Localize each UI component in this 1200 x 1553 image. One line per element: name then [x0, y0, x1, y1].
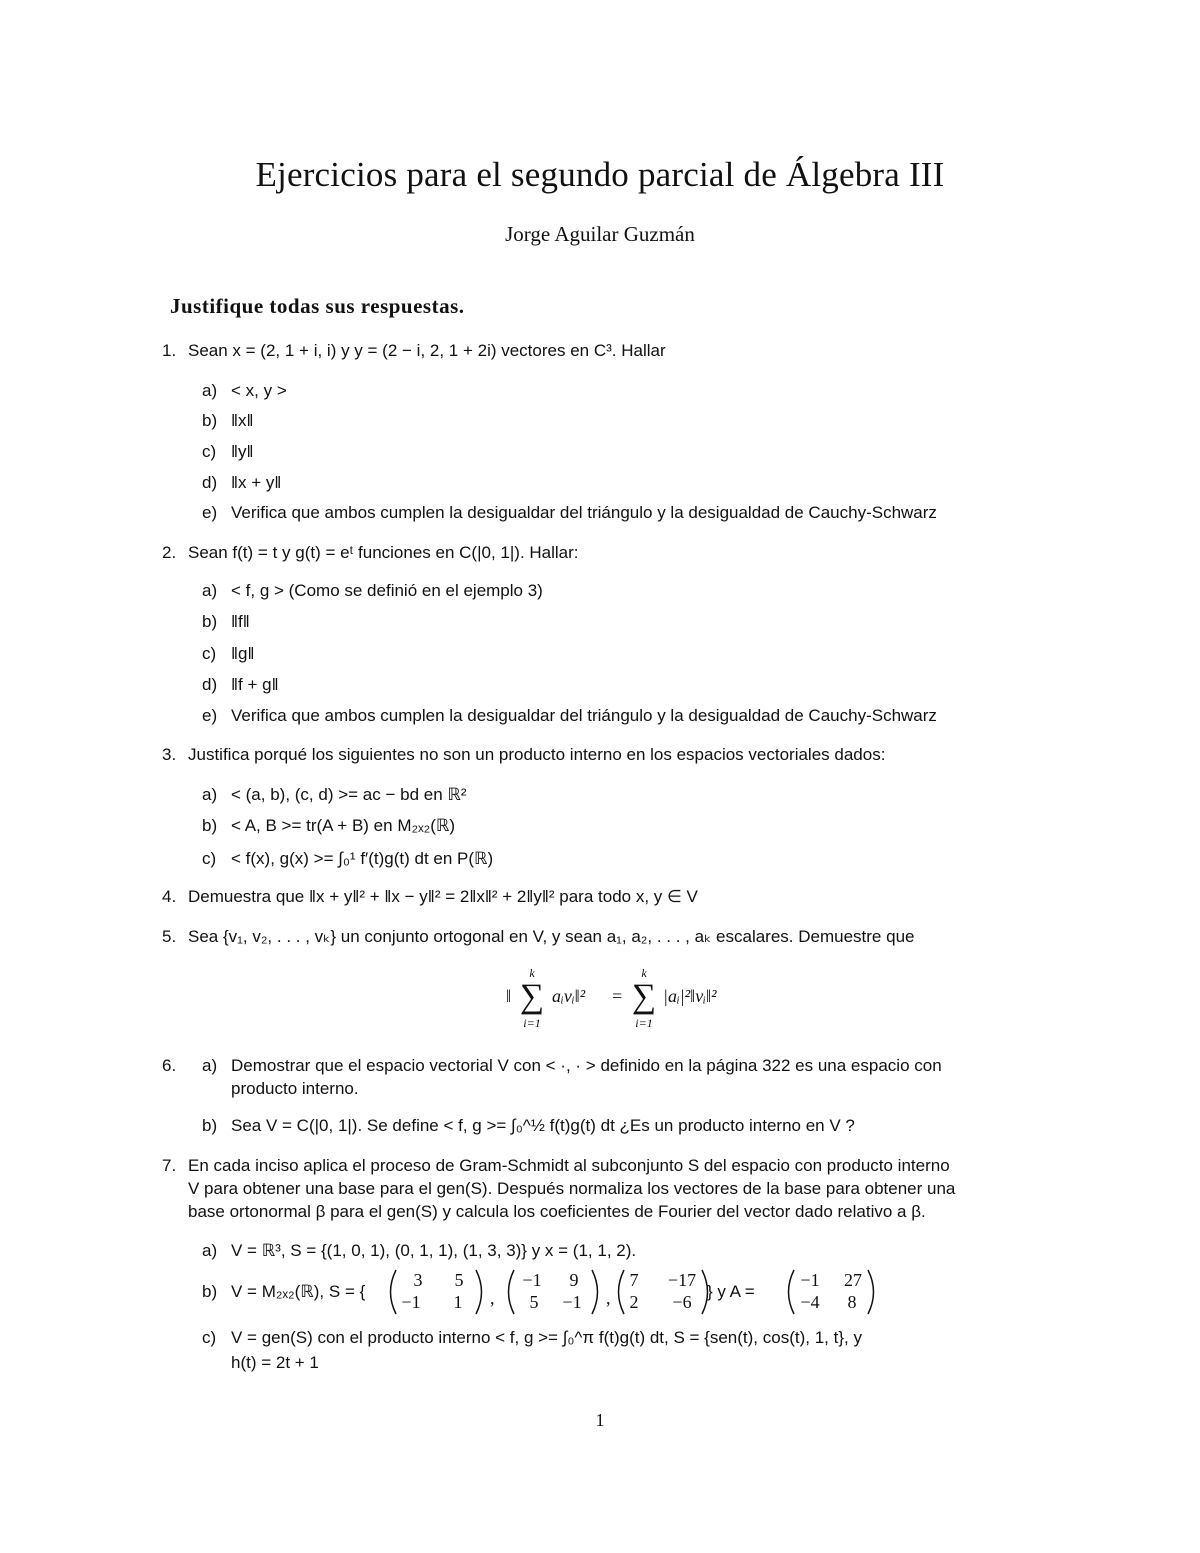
- item-text: < A, B >= tr(A + B) en M₂ₓ₂(ℝ): [231, 816, 456, 835]
- item-label: b): [202, 1282, 218, 1301]
- item-label: b): [202, 816, 218, 835]
- item-label: c): [202, 849, 217, 868]
- item-label: a): [202, 785, 218, 804]
- item-prefix: V = M₂ₓ₂(ℝ), S = {: [231, 1282, 366, 1301]
- exercise-text: Sea {v₁, v₂, . . . , vₖ} un conjunto ortogonal en V, y sean a₁, a₂, . . . , aₖ escalares. Demuestre que: [188, 927, 915, 946]
- sum-lower-left: i=1: [523, 1016, 541, 1030]
- matrix-1-cell: 3: [413, 1270, 423, 1290]
- matrix-a-cell: 27: [844, 1270, 862, 1290]
- sum-lower-right: i=1: [635, 1016, 653, 1030]
- item-label: c): [202, 1328, 217, 1347]
- formula-right-body: |aᵢ|²‖vᵢ‖²: [663, 986, 717, 1006]
- matrix-2-cell: −1: [562, 1292, 582, 1312]
- item-label: e): [202, 503, 218, 522]
- item-label: a): [202, 1056, 218, 1075]
- matrix-a-cell: 8: [847, 1292, 857, 1312]
- matrix-2-cell: 5: [529, 1292, 539, 1312]
- item-label: c): [202, 644, 217, 663]
- item-text: V = gen(S) con el producto interno < f, g >= ∫₀^π f(t)g(t) dt, S = {sen(t), cos(t), 1, t}, y: [231, 1328, 862, 1347]
- exercise-number: 4.: [162, 887, 177, 906]
- item-text-continued: producto interno.: [231, 1079, 359, 1098]
- sum-symbol-left: ∑: [519, 978, 545, 1015]
- matrix-2-cell: −1: [522, 1270, 542, 1290]
- item-label: d): [202, 675, 218, 694]
- item-text: Verifica que ambos cumplen la desigualdar del triángulo y la desigualdad de Cauchy-Schwarz: [231, 706, 937, 725]
- item-label: b): [202, 411, 218, 430]
- matrix-2-cell: 9: [569, 1270, 579, 1290]
- item-label: b): [202, 612, 218, 631]
- exercise-text: Justifica porqué los siguientes no son un producto interno en los espacios vectoriales dados:: [188, 745, 886, 764]
- item-text: ‖y‖: [231, 442, 254, 461]
- exercise-number: 6.: [162, 1056, 177, 1075]
- matrix-1-right-paren: [476, 1270, 482, 1314]
- item-text: ‖x‖: [231, 411, 254, 430]
- matrix-3-cell: −6: [672, 1292, 692, 1312]
- separator-comma: ,: [490, 1288, 495, 1308]
- formula-left-norm: ‖: [506, 986, 512, 1006]
- matrix-a-cell: −1: [800, 1270, 820, 1290]
- item-text: ‖g‖: [231, 644, 255, 663]
- matrix-3-cell: −17: [667, 1270, 697, 1290]
- matrix-2-left-paren: [509, 1270, 515, 1314]
- item-label: b): [202, 1116, 218, 1135]
- formula-equals: =: [612, 986, 623, 1006]
- exercise-text: En cada inciso aplica el proceso de Gram-Schmidt al subconjunto S del espacio con producto interno: [188, 1156, 950, 1175]
- exercise-number: 2.: [162, 543, 177, 562]
- matrix-1-cell: 5: [454, 1270, 464, 1290]
- display-formula: [0, 965, 1200, 1035]
- item-label: a): [202, 1241, 218, 1260]
- matrix-1-cell: 1: [453, 1292, 463, 1312]
- matrices-svg: [0, 1266, 1200, 1318]
- sum-upper-left: k: [529, 966, 535, 980]
- item-text-continued: h(t) = 2t + 1: [231, 1353, 319, 1372]
- separator-comma: ,: [606, 1288, 611, 1308]
- instructions-heading: Justifique todas sus respuestas.: [170, 294, 465, 318]
- exercise-number: 1.: [162, 341, 177, 360]
- item-text: < f, g > (Como se definió en el ejemplo 3): [231, 581, 543, 600]
- item-label: d): [202, 473, 218, 492]
- item-text: Verifica que ambos cumplen la desigualdar del triángulo y la desigualdad de Cauchy-Schwarz: [231, 503, 937, 522]
- exercise-text: Demuestra que ‖x + y‖² + ‖x − y‖² = 2‖x‖² + 2‖y‖² para todo x, y ∈ V: [188, 887, 698, 906]
- item-text: < x, y >: [231, 381, 287, 400]
- matrix-a-cell: −4: [800, 1292, 820, 1312]
- matrix-1-cell: −1: [401, 1292, 421, 1312]
- document-author: Jorge Aguilar Guzmán: [505, 222, 695, 246]
- item-label: a): [202, 381, 218, 400]
- exercise-number: 5.: [162, 927, 177, 946]
- item-label: c): [202, 442, 217, 461]
- exercise-number: 3.: [162, 745, 177, 764]
- exercise-number: 7.: [162, 1156, 177, 1175]
- matrix-a-right-paren: [868, 1270, 874, 1314]
- page-number: 1: [595, 1410, 605, 1430]
- item-text: ‖f‖: [231, 612, 250, 631]
- item-text: Demostrar que el espacio vectorial V con < ·, · > definido en la página 322 es una espacio con: [231, 1056, 942, 1075]
- item-text: < f(x), g(x) >= ∫₀¹ f′(t)g(t) dt en P(ℝ): [231, 849, 494, 868]
- exercise-text: Sean x = (2, 1 + i, i) y y = (2 − i, 2, 1 + 2i) vectores en C³. Hallar: [188, 341, 666, 360]
- item-text: ‖f + g‖: [231, 675, 279, 694]
- formula-svg: [0, 965, 1200, 1035]
- matrix-3-cell: 2: [629, 1292, 639, 1312]
- formula-left-body: aᵢvᵢ‖²: [552, 986, 586, 1006]
- document-title: Ejercicios para el segundo parcial de Álgebra III: [255, 155, 945, 194]
- matrix-middle-text: } y A =: [707, 1282, 755, 1301]
- item-text: Sea V = C(|0, 1|). Se define < f, g >= ∫₀^½ f(t)g(t) dt ¿Es un producto interno en V ?: [231, 1116, 855, 1135]
- sum-upper-right: k: [641, 966, 647, 980]
- item-label: e): [202, 706, 218, 725]
- exercise-7-item-b: [0, 1266, 1200, 1318]
- matrix-1-left-paren: [391, 1270, 397, 1314]
- exercise-text: V para obtener una base para el gen(S). Después normaliza los vectores de la base para obtener una: [188, 1179, 956, 1198]
- matrix-a-left-paren: [789, 1270, 795, 1314]
- matrix-3-left-paren: [619, 1270, 625, 1314]
- exercise-text: Sean f(t) = t y g(t) = eᵗ funciones en C(|0, 1|). Hallar:: [188, 543, 579, 562]
- sum-symbol-right: ∑: [631, 978, 657, 1015]
- matrix-2-right-paren: [592, 1270, 598, 1314]
- item-text: ‖x + y‖: [231, 473, 282, 492]
- item-text: V = ℝ³, S = {(1, 0, 1), (0, 1, 1), (1, 3, 3)} y x = (1, 1, 2).: [231, 1241, 637, 1260]
- matrix-3-cell: 7: [629, 1270, 639, 1290]
- exercise-text: base ortonormal β para el gen(S) y calcula los coeficientes de Fourier del vector dado relativo a β.: [188, 1202, 926, 1221]
- item-label: a): [202, 581, 218, 600]
- item-text: < (a, b), (c, d) >= ac − bd en ℝ²: [231, 785, 467, 804]
